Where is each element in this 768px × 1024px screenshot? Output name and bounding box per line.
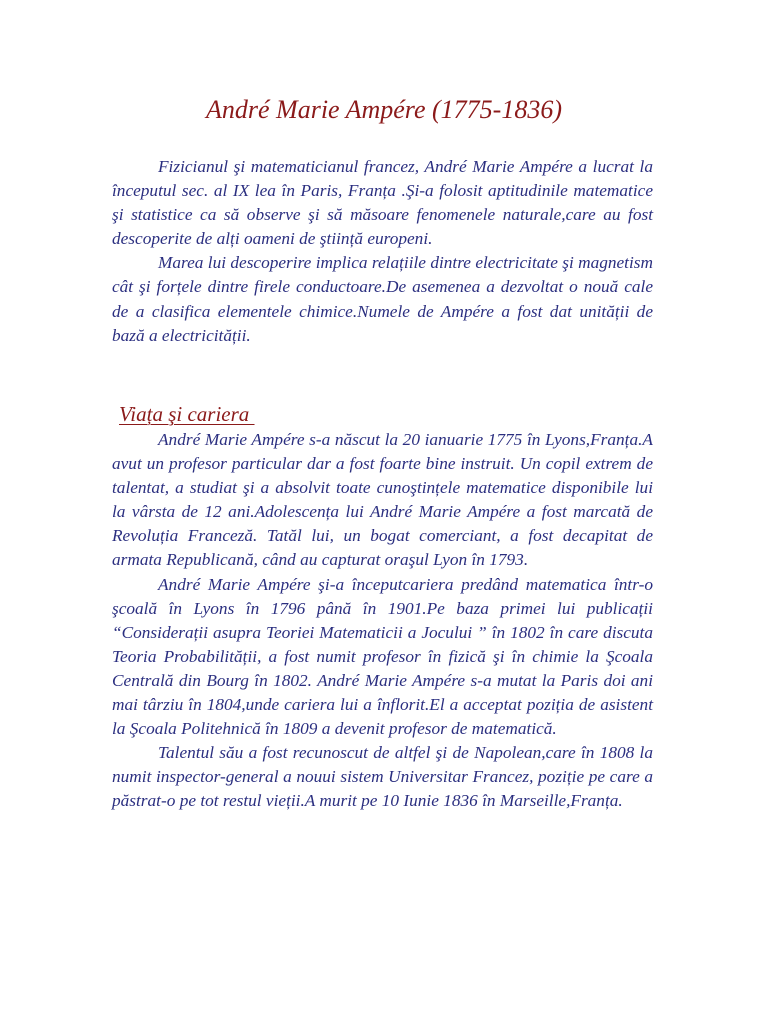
career-paragraph-3: Talentul său a fost recunoscut de altfel şi de Napolean,care în 1808 la numit inspector-general a nouui sistem Universitar Francez, poziție pe care a păstrat-o pe tot restul vieții.A murit pe 10 Iunie 1836 în Marseille,Franța. xyxy=(112,743,653,811)
career-section xyxy=(112,428,653,814)
page-title: André Marie Ampére (1775-1836) xyxy=(206,95,562,124)
career-paragraph-1: André Marie Ampére s-a născut la 20 ianuarie 1775 în Lyons,Franța.A avut un profesor particular dar a fost foarte bine instruit. Un copil extrem de talentat, a studiat şi a absolvit toate cunoştințele matematice disponibile lui la vârsta de 12 ani.Adolescența lui André Marie Ampére a fost marcată de Revoluția Franceză. Tatăl lui, un bogat comerciant, a fost decapitat de armata Republicană, când au capturat oraşul Lyon în 1793. xyxy=(112,430,653,570)
intro-paragraph-1: Fizicianul şi matematicianul francez, André Marie Ampére a lucrat la începutul sec. al IX lea în Paris, Franța .Şi-a folosit aptitudinile matematice şi statistice ca să observe şi să măsoare fenomenele naturale,care au fost descoperite de alți oameni de ştiință europeni. xyxy=(112,157,653,249)
intro-section xyxy=(112,155,653,348)
section-heading-life-career: Viața şi cariera xyxy=(119,402,255,426)
intro-paragraph-2: Marea lui descoperire implica relațiile dintre electricitate şi magnetism cât şi forțele dintre firele conductoare.De asemenea a dezvoltat o nouă cale de a clasifica elementele chimice.Numele de Ampére a fost dat unității de bază a electricității. xyxy=(112,253,653,345)
career-paragraph-2: André Marie Ampére şi-a începutcariera predând matematica într-o şcoală în Lyons în 1796 până în 1901.Pe baza primei lui publicații “Considerații asupra Teoriei Matematicii a Jocului ” în 1802 în care discuta Teoria Probabilității, a fost numit profesor în fizică şi în chimie la Şcoala Centrală din Bourg în 1802. André Marie Ampére s-a mutat la Paris doi ani mai târziu în 1804,unde cariera lui a înflorit.El a acceptat poziția de asistent la Şcoala Politehnică în 1809 a devenit profesor de matematică. xyxy=(112,574,653,739)
